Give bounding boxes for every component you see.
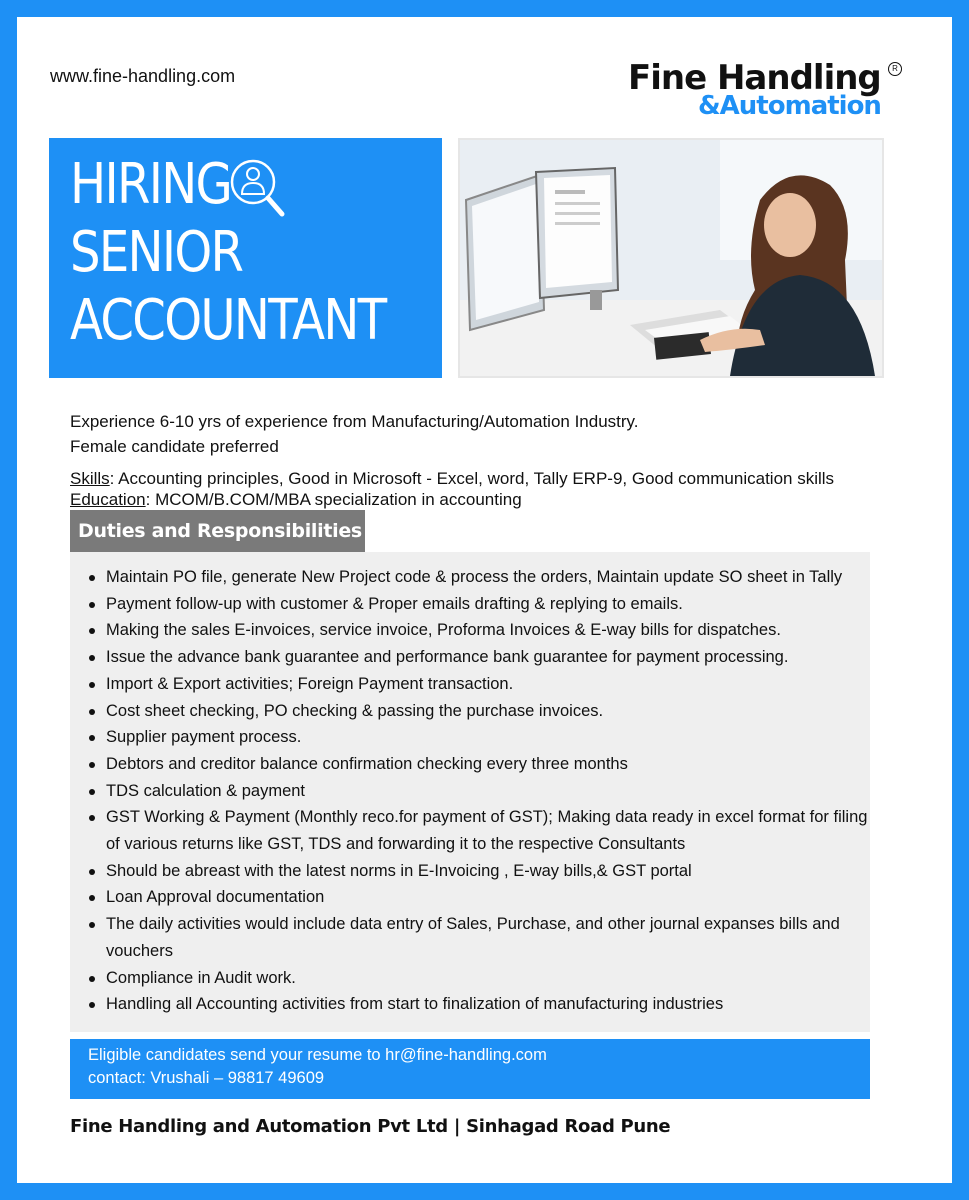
hero-line-accountant: ACCOUNTANT (70, 288, 386, 353)
list-item: Should be abreast with the latest norms in E-Invoicing , E-way bills,& GST portal (106, 858, 870, 885)
photo-illustration (460, 140, 882, 376)
skills-row (70, 469, 834, 489)
list-item: Import & Export activities; Foreign Payment transaction. (106, 671, 870, 698)
list-item: Payment follow-up with customer & Proper emails drafting & replying to emails. (106, 591, 870, 618)
duties-panel (70, 552, 870, 1032)
list-item: Supplier payment process. (106, 724, 870, 751)
duties-list (70, 552, 870, 1018)
website-link[interactable]: www.fine-handling.com (50, 66, 236, 86)
education-row (70, 490, 522, 510)
accountant-photo (458, 138, 884, 378)
hero-line-senior: SENIOR (70, 220, 243, 285)
list-item: Cost sheet checking, PO checking & passing the purchase invoices. (106, 698, 870, 725)
list-item: GST Working & Payment (Monthly reco.for payment of GST); Making data ready in excel format for filing of various returns like GST, TDS and forwarding it to the respective Consultants (106, 804, 870, 857)
logo-line2: &Automation (698, 91, 881, 121)
company-footer: Fine Handling and Automation Pvt Ltd | Sinhagad Road Pune (70, 1116, 671, 1137)
list-item: Issue the advance bank guarantee and performance bank guarantee for payment processing. (106, 644, 870, 671)
list-item: Handling all Accounting activities from start to finalization of manufacturing industries (106, 991, 870, 1018)
education-label: Education (70, 490, 146, 509)
education-text: : MCOM/B.COM/MBA specialization in accounting (145, 490, 522, 509)
person-search-icon (227, 156, 287, 220)
resume-email-text[interactable]: Eligible candidates send your resume to hr@fine-handling.com (88, 1046, 547, 1064)
hiring-banner (49, 138, 442, 378)
company-logo (628, 58, 918, 130)
experience-text: Experience 6-10 yrs of experience from Manufacturing/Automation Industry. (70, 412, 639, 431)
logo-line1: Fine Handling (628, 58, 881, 98)
skills-label: Skills (70, 469, 110, 488)
list-item: Maintain PO file, generate New Project code & process the orders, Maintain update SO sheet in Tally (106, 564, 870, 591)
preference-text: Female candidate preferred (70, 437, 279, 456)
duties-heading: Duties and Responsibilities (70, 510, 365, 552)
list-item: TDS calculation & payment (106, 778, 870, 805)
registered-mark-icon: R (888, 62, 902, 76)
list-item: Compliance in Audit work. (106, 965, 870, 992)
contact-phone-text[interactable]: contact: Vrushali – 98817 49609 (88, 1069, 325, 1087)
list-item: Making the sales E-invoices, service invoice, Proforma Invoices & E-way bills for dispatches. (106, 617, 870, 644)
list-item: The daily activities would include data entry of Sales, Purchase, and other journal expanses bills and vouchers (106, 911, 870, 964)
skills-text: : Accounting principles, Good in Microsoft - Excel, word, Tally ERP-9, Good communication skills (109, 469, 835, 488)
contact-banner (70, 1039, 870, 1099)
list-item: Debtors and creditor balance confirmation checking every three months (106, 751, 870, 778)
list-item: Loan Approval documentation (106, 884, 870, 911)
hero-line-hiring: HIRING (70, 152, 232, 217)
